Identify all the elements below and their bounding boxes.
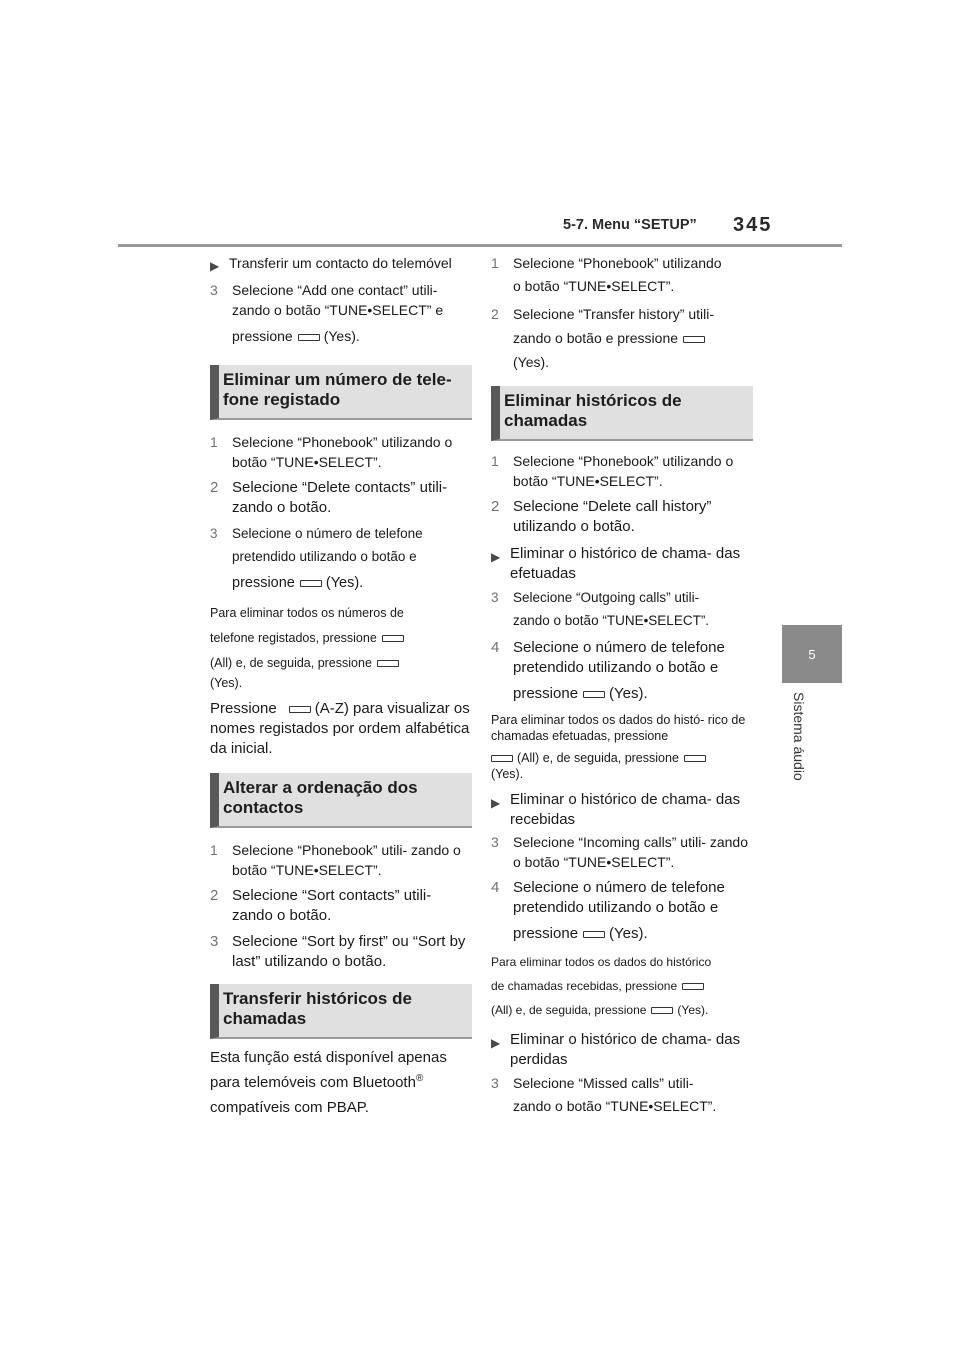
button-icon bbox=[298, 334, 320, 341]
step bbox=[491, 878, 753, 944]
button-icon bbox=[377, 660, 399, 667]
note-text: telefone registados, pressione bbox=[210, 631, 377, 645]
note-text: Para eliminar todos os dados do histórico bbox=[491, 955, 712, 969]
subsection-text: Eliminar o histórico de chama- das efetuadas bbox=[510, 545, 741, 582]
right-column bbox=[491, 252, 753, 1118]
button-icon bbox=[300, 580, 322, 587]
step-text: Selecione “Add one contact” utili- zando o botão “TUNE•SELECT” e bbox=[232, 282, 444, 318]
step bbox=[491, 832, 753, 872]
chapter-tab bbox=[782, 625, 842, 683]
section-heading: Alterar a ordenação dos contactos bbox=[210, 773, 472, 828]
chapter-number: 5 bbox=[808, 646, 816, 662]
step-text: Selecione “Transfer history” utili- bbox=[513, 306, 714, 322]
step-number: 3 bbox=[210, 282, 218, 298]
step-text: zando o botão “TUNE•SELECT”. bbox=[513, 613, 710, 628]
note bbox=[210, 601, 472, 691]
section-heading: Transferir históricos de chamadas bbox=[210, 984, 472, 1039]
left-column bbox=[210, 252, 472, 1120]
note-text: (All) e, de seguida, pressione bbox=[517, 751, 679, 765]
section-heading: Eliminar históricos de chamadas bbox=[491, 386, 753, 441]
step-number: 3 bbox=[491, 834, 499, 850]
step bbox=[210, 840, 472, 880]
step-number: 2 bbox=[210, 887, 219, 904]
note-text: Para eliminar todos os números de bbox=[210, 606, 404, 620]
transfer-contact-title bbox=[210, 252, 472, 278]
step-number: 2 bbox=[210, 479, 219, 496]
step-text: Selecione “Missed calls” utili- bbox=[513, 1075, 694, 1091]
subsection-title bbox=[491, 544, 753, 584]
button-icon bbox=[683, 336, 705, 343]
step-text: Selecione o número de telefone pretendido utilizando o botão e bbox=[513, 879, 725, 916]
step-number: 1 bbox=[210, 434, 218, 450]
step-text: pressione bbox=[232, 328, 293, 344]
step-number: 3 bbox=[491, 1075, 499, 1091]
button-icon bbox=[651, 1007, 673, 1014]
note-text: (All) e, de seguida, pressione bbox=[210, 656, 372, 670]
button-icon bbox=[382, 635, 404, 642]
header-divider bbox=[118, 244, 842, 247]
step-text: (Yes). bbox=[325, 575, 364, 591]
note-text: (Yes). bbox=[210, 676, 243, 690]
step-number: 3 bbox=[491, 590, 499, 605]
step-text: Selecione “Phonebook” utilizando o botão “TUNE•SELECT”. bbox=[513, 453, 734, 489]
step bbox=[491, 497, 753, 537]
step bbox=[210, 478, 472, 518]
section-heading: Eliminar um número de tele- fone registado bbox=[210, 365, 472, 420]
note-text: (All) e, de seguida, pressione bbox=[491, 1003, 647, 1017]
step-number: 1 bbox=[491, 453, 499, 469]
step-text: pressione bbox=[513, 685, 579, 702]
body-line: para telemóveis com Bluetooth bbox=[210, 1074, 416, 1091]
step bbox=[491, 302, 753, 374]
arrow-icon: ▶ bbox=[491, 550, 501, 564]
step-text: Selecione “Delete contacts” utili- zando o botão. bbox=[232, 479, 448, 516]
note-text: (Yes). bbox=[491, 767, 524, 781]
button-icon bbox=[289, 706, 311, 713]
step bbox=[210, 280, 472, 349]
step-number: 3 bbox=[210, 933, 219, 950]
button-icon bbox=[684, 755, 706, 762]
step-number: 2 bbox=[491, 306, 499, 322]
step-text: o botão “TUNE•SELECT”. bbox=[513, 278, 675, 294]
step-text: Selecione “Outgoing calls” utili- bbox=[513, 590, 700, 605]
body-line: Esta função está disponível apenas bbox=[210, 1049, 447, 1066]
tip-text: Pressione bbox=[210, 700, 277, 717]
step bbox=[491, 638, 753, 704]
subsection-title: Transferir um contacto do telemóvel bbox=[229, 255, 452, 271]
note-text: (Yes). bbox=[677, 1003, 709, 1017]
step-text: (Yes). bbox=[609, 925, 648, 942]
step-text: zando o botão e pressione bbox=[513, 330, 679, 346]
step-number: 3 bbox=[210, 526, 218, 541]
step-number: 4 bbox=[491, 879, 500, 896]
step bbox=[491, 252, 753, 298]
step-text: Selecione o número de telefone bbox=[232, 526, 423, 541]
button-icon bbox=[583, 691, 605, 698]
step-text: Selecione “Phonebook” utili- zando o botão “TUNE•SELECT”. bbox=[232, 842, 461, 878]
step bbox=[491, 1072, 753, 1118]
button-icon bbox=[583, 931, 605, 938]
step-text: (Yes). bbox=[513, 354, 550, 370]
step bbox=[210, 432, 472, 472]
note bbox=[491, 712, 753, 782]
sort-tip bbox=[210, 699, 472, 759]
step-text: Selecione “Incoming calls” utili- zando o botão “TUNE•SELECT”. bbox=[513, 834, 748, 870]
step-text: Selecione “Phonebook” utilizando o botão “TUNE•SELECT”. bbox=[232, 434, 453, 470]
step-number: 2 bbox=[491, 498, 500, 515]
step-number: 1 bbox=[210, 842, 218, 858]
body-text bbox=[210, 1045, 472, 1120]
subsection-text: Eliminar o histórico de chama- das recebidas bbox=[510, 791, 741, 828]
step-text: pressione bbox=[232, 575, 295, 591]
step bbox=[210, 886, 472, 926]
step-text: (Yes). bbox=[609, 685, 648, 702]
step-text: zando o botão “TUNE•SELECT”. bbox=[513, 1098, 717, 1114]
step-text: Selecione o número de telefone pretendido utilizando o botão e bbox=[513, 639, 725, 676]
page-number: 345 bbox=[733, 214, 773, 236]
section-title: 5-7. Menu “SETUP” bbox=[563, 217, 697, 233]
step-number: 4 bbox=[491, 639, 500, 656]
note bbox=[491, 950, 753, 1022]
step-text: Selecione “Delete call history” utilizando o botão. bbox=[513, 498, 712, 535]
note-text: Para eliminar todos os dados do histó- rico de chamadas efetuadas, pressione bbox=[491, 713, 746, 743]
step-text: Selecione “Phonebook” utilizando bbox=[513, 255, 722, 271]
step bbox=[491, 586, 753, 632]
step-text: pressione bbox=[513, 925, 579, 942]
step bbox=[491, 451, 753, 491]
arrow-icon: ▶ bbox=[491, 796, 501, 810]
arrow-icon: ▶ bbox=[491, 1036, 501, 1050]
note-text: de chamadas recebidas, pressione bbox=[491, 979, 678, 993]
body-line: compatíveis com PBAP. bbox=[210, 1099, 369, 1116]
subsection-text: Eliminar o histórico de chama- das perdidas bbox=[510, 1031, 741, 1068]
button-icon bbox=[491, 755, 513, 762]
step-text: Selecione “Sort contacts” utili- zando o botão. bbox=[232, 887, 432, 924]
step-text: pretendido utilizando o botão e bbox=[232, 549, 417, 564]
step-text: (Yes). bbox=[323, 328, 360, 344]
arrow-icon: ▶ bbox=[210, 259, 220, 273]
step-text: Selecione “Sort by first” ou “Sort by last” utilizando o botão. bbox=[232, 933, 466, 970]
tip-text: (A-Z) para visualizar os nomes registados por ordem alfabética da inicial. bbox=[210, 700, 470, 757]
step bbox=[210, 932, 472, 972]
subsection-title bbox=[491, 1030, 753, 1070]
button-icon bbox=[682, 983, 704, 990]
step bbox=[210, 522, 472, 595]
registered-mark: ® bbox=[415, 1073, 424, 1084]
step-number: 1 bbox=[491, 255, 499, 271]
subsection-title bbox=[491, 790, 753, 830]
chapter-label: Sistema áudio bbox=[791, 692, 807, 781]
